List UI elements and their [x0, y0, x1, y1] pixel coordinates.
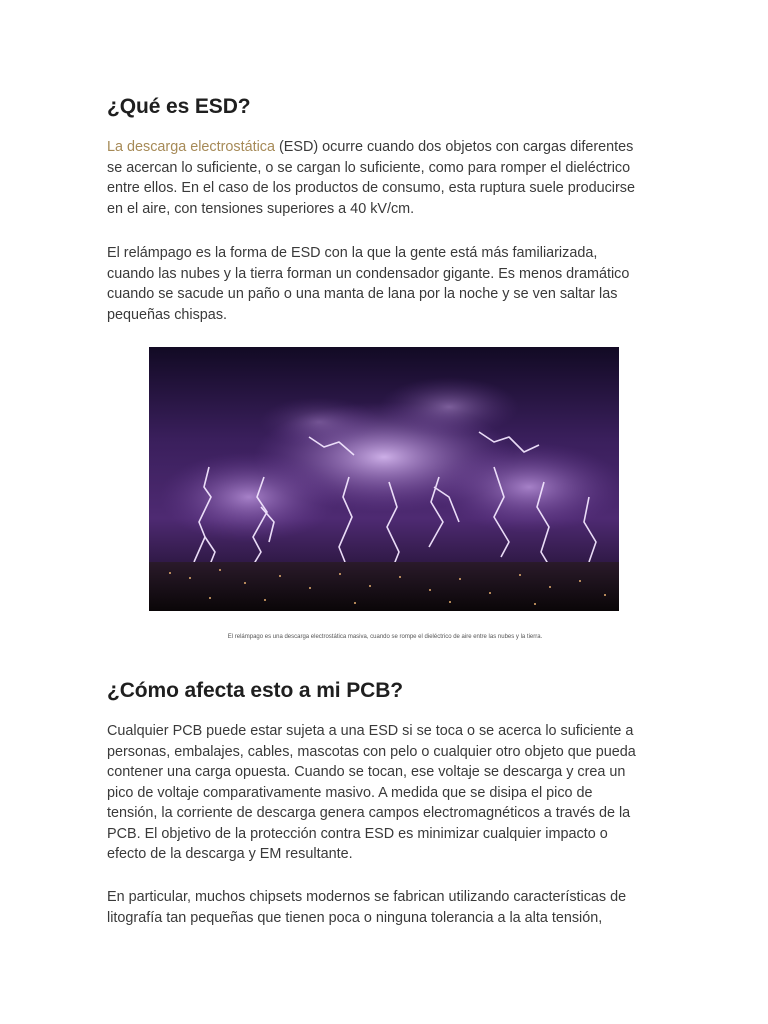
p2-line2-text: cuando las nubes y la tierra forman un condensador gigante. Es menos dramático — [107, 265, 630, 282]
p3-line4-text: pico de voltaje comparativamente masivo. A medida que se disipa el pico de — [107, 784, 593, 801]
p3-line6-text: PCB. El objetivo de la protección contra ESD es minimizar cualquier impacto o — [107, 825, 608, 842]
p3-line1-text: Cualquier PCB puede estar sujeta a una ESD si se toca o se acerca lo suficiente a — [107, 723, 634, 739]
p1-line2-text: se acercan lo suficiente, o se cargan lo suficiente, como para romper el dieléctrico — [107, 159, 631, 176]
p4-line2-text: litografía tan pequeñas que tienen poca o ninguna tolerancia a la alta tensión, — [107, 909, 603, 926]
p3-line5-text: tensión, la corriente de descarga genera campos electromagnéticos a través de la — [107, 805, 631, 821]
p4-line1-text: En particular, muchos chipsets modernos se fabrican utilizando características de — [107, 889, 627, 905]
p3-line3-text: contener una carga opuesta. Cuando se tocan, ese voltaje se descarga y crea un — [107, 764, 626, 780]
p2-line4-text: pequeñas chispas. — [107, 306, 228, 323]
heading-como-afecta-pcb: ¿Cómo afecta esto a mi PCB? — [107, 679, 404, 702]
paragraph-pcb-esd — [107, 721, 663, 865]
p2-line3-text: cuando se sacude un paño o una manta de lana por la noche y se ven saltar las — [107, 286, 618, 302]
p1-line4-text: en el aire, con tensiones superiores a 40 kV/cm. — [107, 200, 415, 217]
paragraph-chipsets — [107, 887, 663, 928]
paragraph-lightning — [107, 243, 663, 325]
lightning-illustration — [149, 347, 619, 611]
heading-que-es-esd: ¿Qué es ESD? — [107, 95, 251, 118]
p3-line7-text: efecto de la descarga y EM resultante. — [107, 846, 353, 862]
p1-line1-text: (ESD) ocurre cuando dos objetos con cargas diferentes — [275, 139, 634, 155]
p2-line1-text: El relámpago es la forma de ESD con la que la gente está más familiarizada, — [107, 245, 598, 261]
p1-line3-text: entre ellos. En el caso de los productos de consumo, esta ruptura suele producirse — [107, 180, 635, 196]
p3-line2-text: personas, embalajes, cables, mascotas con pelo o cualquier otro objeto que pueda — [107, 743, 636, 760]
link-descarga-electrostatica[interactable]: La descarga electrostática — [107, 139, 275, 155]
lightning-photo — [149, 347, 619, 611]
paragraph-esd-definition — [107, 137, 663, 219]
photo-caption: El relámpago es una descarga electrostática masiva, cuando se rompe el dieléctrico de aire entre las nubes y la tierra. — [227, 634, 543, 640]
